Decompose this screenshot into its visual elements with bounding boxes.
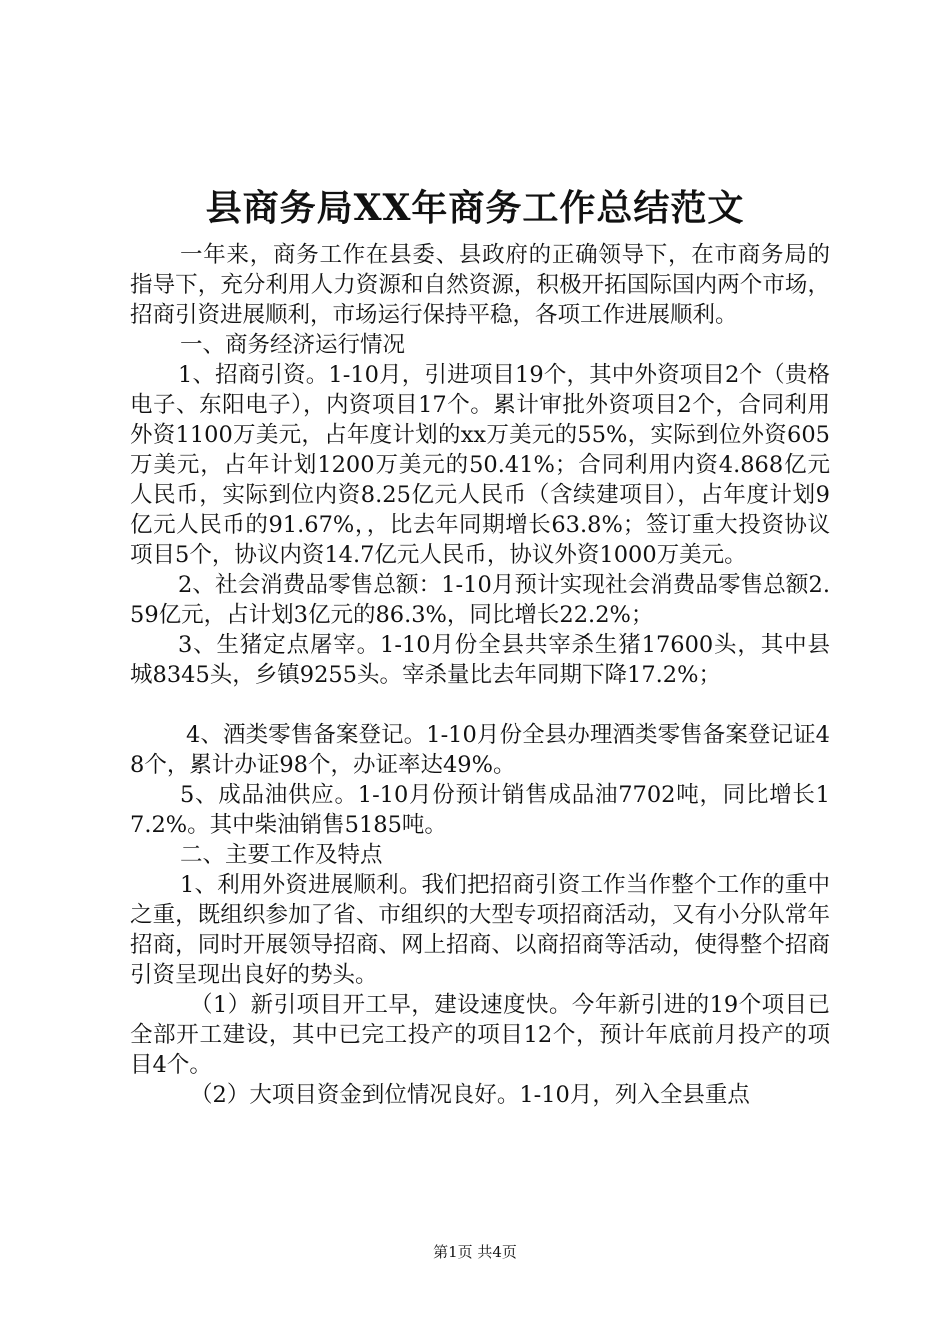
paragraph-foreign-investment: 1、利用外资进展顺利。我们把招商引资工作当作整个工作的重中之重，既组织参加了省、市组织的大型专项招商活动，又有小分队常年招商，同时开展领导招商、网上招商、以商招商等活动，使得整个招商引资呈现出良好的势头。 (130, 872, 830, 988)
paragraph-slaughter: 3、生猪定点屠宰。1-10月份全县共宰杀生猪17600头，其中县城8345头，乡镇9255头。宰杀量比去年同期下降17.2%； (130, 632, 830, 688)
page-footer: 第1页 共4页 (433, 1243, 517, 1261)
section-heading-1: 一、商务经济运行情况 (180, 332, 406, 358)
paragraph-retail-sales: 2、社会消费品零售总额：1-10月预计实现社会消费品零售总额2.59亿元，占计划3亿元的86.3%，同比增长22.2%； (130, 572, 830, 628)
document-title: 县商务局XX年商务工作总结范文 (205, 187, 745, 229)
document-body (130, 240, 830, 1110)
paragraph-major-projects: （2）大项目资金到位情况良好。1-10月，列入全县重点 (190, 1082, 750, 1108)
intro-paragraph: 一年来，商务工作在县委、县政府的正确领导下，在市商务局的指导下，充分利用人力资源和自然资源，积极开拓国际国内两个市场，招商引资进展顺利，市场运行保持平稳，各项工作进展顺利。 (130, 242, 830, 328)
paragraph-oil-supply: 5、成品油供应。1-10月份预计销售成品油7702吨，同比增长17.2%。其中柴油销售5185吨。 (130, 782, 830, 838)
paragraph-liquor-registration: 4、酒类零售备案登记。1-10月份全县办理酒类零售备案登记证48个，累计办证98个，办证率达49%。 (130, 722, 830, 778)
section-heading-2: 二、主要工作及特点 (180, 842, 383, 868)
paragraph-new-projects: （1）新引项目开工早，建设速度快。今年新引进的19个项目已全部开工建设，其中已完工投产的项目12个，预计年底前月投产的项目4个。 (130, 992, 830, 1078)
paragraph-investment: 1、招商引资。1-10月，引进项目19个，其中外资项目2个（贵格电子、东阳电子），内资项目17个。累计审批外资项目2个，合同利用外资1100万美元，占年度计划的xx万美元的55%，实际到位外资605万美元，占年计划1200万美元的50.41%；合同利用内资4.868亿元人民币，实际到位内资8.25亿元人民币（含续建项目），占年度计划9亿元人民币的91.67%，，比去年同期增长63.8%；签订重大投资协议项目5个，协议内资14.7亿元人民币，协议外资1000万美元。 (130, 362, 830, 568)
